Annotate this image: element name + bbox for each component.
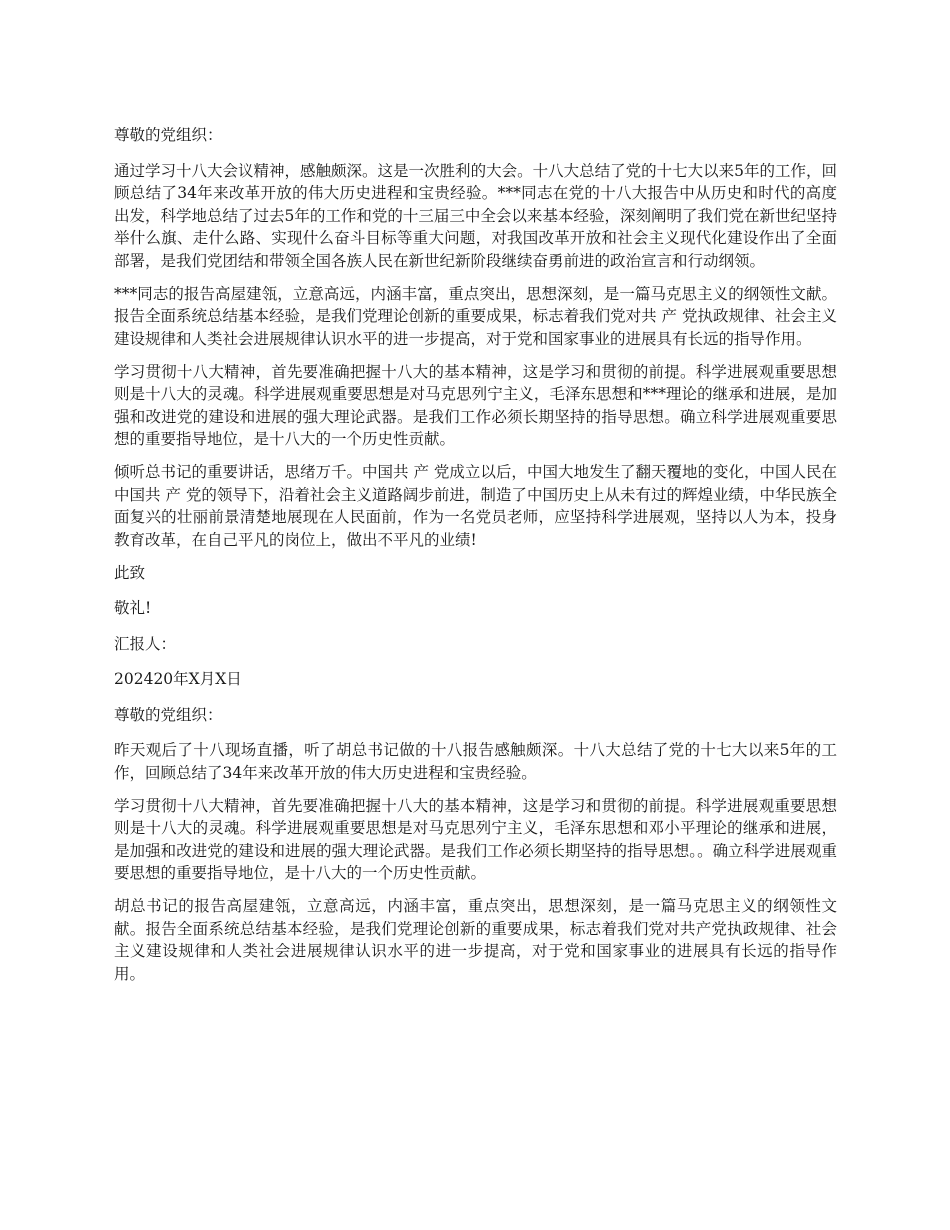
body-paragraph: 胡总书记的报告高屋建瓴，立意高远，内涵丰富，重点突出，思想深刻，是一篇马克思主义的纲领性文献。报告全面系统总结基本经验，是我们党理论创新的重要成果，标志着我们党对共产党执政规律、社会主义建设规律和人类社会进展规律认识水平的进一步提高，对于党和国家事业的进展具有长远的指导作用。 (114, 897, 837, 983)
body-paragraph: 倾听总书记的重要讲话，思绪万千。中国共 产 党成立以后，中国大地发生了翻天覆地的变化，中国人民在中国共 产 党的领导下，沿着社会主义道路阔步前进，制造了中国历史上从未有过的辉煌业绩，中华民族全面复兴的壮丽前景清楚地展现在人民面前，作为一名党员老师，应坚持科学进展观，坚持以人为本，投身教育改革，在自己平凡的岗位上，做出不平凡的业绩! (114, 463, 837, 549)
salutation: 尊敬的党组织： (114, 126, 223, 144)
body-paragraph: 通过学习十八大会议精神，感触颇深。这是一次胜利的大会。十八大总结了党的十七大以来5年的工作，回顾总结了34年来改革开放的伟大历史进程和宝贵经验。***同志在党的十八大报告中从历史和时代的高度出发，科学地总结了过去5年的工作和党的十三届三中全会以来基本经验，深刻阐明了我们党在新世纪坚持举什么旗、走什么路、实现什么奋斗目标等重大问题，对我国改革开放和社会主义现代化建设作出了全面部署，是我们党团结和带领全国各族人民在新世纪新阶段继续奋勇前进的政治宣言和行动纲领。 (114, 161, 837, 270)
reporter-label: 汇报人： (114, 634, 177, 653)
body-paragraph: ***同志的报告高屋建瓴，立意高远，内涵丰富，重点突出，思想深刻，是一篇马克思主义的纲领性文献。报告全面系统总结基本经验，是我们党理论创新的重要成果，标志着我们党对共 产 党执政规律、社会主义建设规律和人类社会进展规律认识水平的进一步提高，对于党和国家事业的进展具有长远的指导作用。 (114, 284, 837, 348)
body-paragraph: 昨天观后了十八现场直播，听了胡总书记做的十八报告感触颇深。十八大总结了党的十七大以来5年的工作，回顾总结了34年来改革开放的伟大历史进程和宝贵经验。 (114, 741, 837, 782)
closing-regards: 敬礼! (114, 599, 152, 617)
report-date: 202420年X月X日 (114, 670, 242, 688)
closing-line: 此致 (114, 563, 146, 582)
body-paragraph: 学习贯彻十八大精神，首先要准确把握十八大的基本精神，这是学习和贯彻的前提。科学进展观重要思想则是十八大的灵魂。科学进展观重要思想是对马克思列宁主义，毛泽东思想和***理论的继承和进展，是加强和改进党的建设和进展的强大理论武器。是我们工作必须长期坚持的指导思想。确立科学进展观重要思想的重要指导地位，是十八大的一个历史性贡献。 (114, 362, 837, 448)
body-paragraph: 学习贯彻十八大精神，首先要准确把握十八大的基本精神，这是学习和贯彻的前提。科学进展观重要思想则是十八大的灵魂。科学进展观重要思想是对马克思列宁主义，毛泽东思想和邓小平理论的继承和进展，是加强和改进党的建设和进展的强大理论武器。是我们工作必须长期坚持的指导思想。。确立科学进展观重要思想的重要指导地位，是十八大的一个历史性贡献。 (114, 796, 837, 882)
salutation: 尊敬的党组织： (114, 705, 223, 724)
